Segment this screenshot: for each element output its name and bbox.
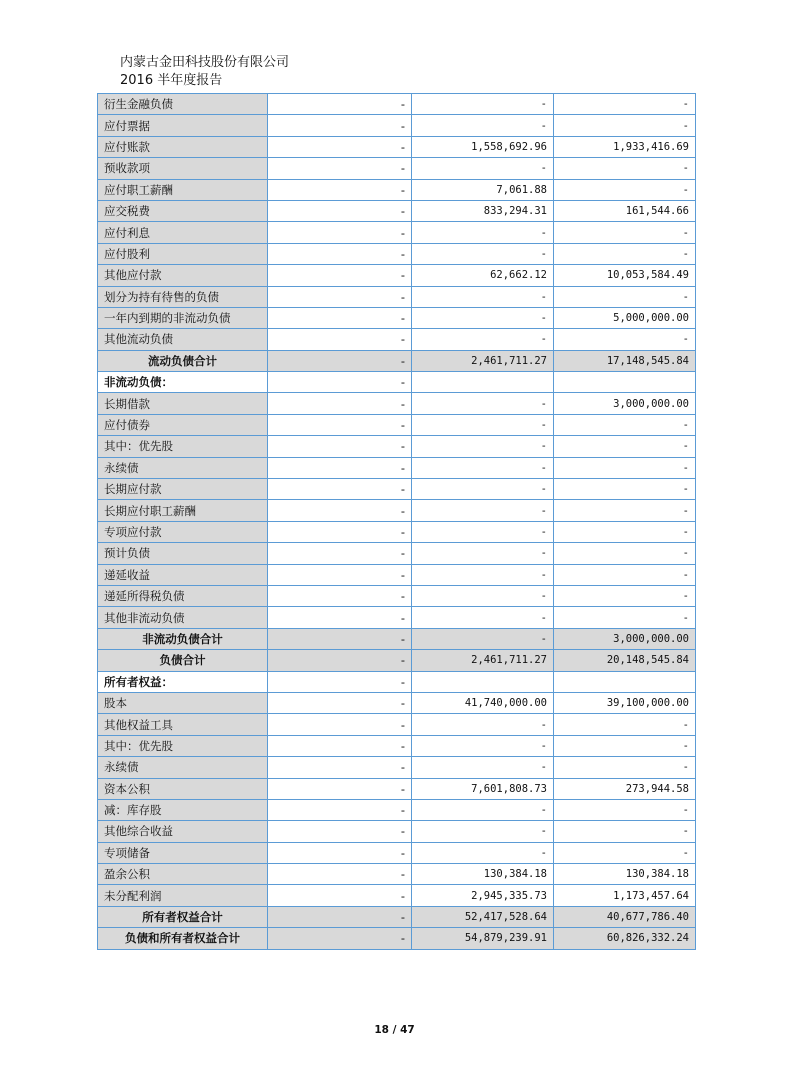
row-note: - [268,265,412,286]
row-current-value: - [412,821,554,842]
row-label: 非流动负债： [98,372,268,393]
row-prior-value: 130,384.18 [554,864,696,885]
row-current-value: - [412,393,554,414]
row-prior-value: - [554,436,696,457]
row-note: - [268,521,412,542]
row-note: - [268,457,412,478]
table-row [98,307,696,328]
row-current-value: - [412,500,554,521]
row-prior-value: 1,173,457.64 [554,885,696,906]
row-prior-value: - [554,564,696,585]
table-row [98,521,696,542]
row-note: - [268,906,412,927]
row-current-value: - [412,479,554,500]
row-note: - [268,479,412,500]
row-current-value: - [412,307,554,328]
row-note: - [268,286,412,307]
row-label: 长期应付职工薪酬 [98,500,268,521]
row-current-value: - [412,543,554,564]
row-current-value: - [412,735,554,756]
row-prior-value: - [554,243,696,264]
row-note: - [268,307,412,328]
row-prior-value: - [554,94,696,115]
row-prior-value: - [554,479,696,500]
row-current-value: 41,740,000.00 [412,692,554,713]
table-row [98,500,696,521]
row-current-value: 54,879,239.91 [412,928,554,949]
row-note: - [268,842,412,863]
row-current-value: - [412,115,554,136]
row-label: 应付利息 [98,222,268,243]
row-label: 永续债 [98,757,268,778]
row-label: 预收款项 [98,158,268,179]
row-prior-value: - [554,714,696,735]
row-prior-value: 39,100,000.00 [554,692,696,713]
row-label: 应付票据 [98,115,268,136]
row-prior-value: 60,826,332.24 [554,928,696,949]
row-current-value: 7,061.88 [412,179,554,200]
table-row [98,286,696,307]
table-row [98,692,696,713]
table-row [98,243,696,264]
table-row [98,158,696,179]
row-prior-value: - [554,329,696,350]
row-note: - [268,393,412,414]
row-label: 股本 [98,692,268,713]
row-prior-value: 5,000,000.00 [554,307,696,328]
row-note: - [268,864,412,885]
row-current-value: - [412,799,554,820]
row-label: 一年内到期的非流动负债 [98,307,268,328]
table-row [98,393,696,414]
table-row [98,650,696,671]
row-current-value: - [412,94,554,115]
row-current-value [412,372,554,393]
row-current-value: - [412,457,554,478]
row-current-value: 62,662.12 [412,265,554,286]
row-prior-value: 1,933,416.69 [554,136,696,157]
row-prior-value: - [554,521,696,542]
row-current-value: 2,461,711.27 [412,350,554,371]
row-prior-value: - [554,222,696,243]
row-prior-value: - [554,286,696,307]
row-note: - [268,821,412,842]
table-row [98,372,696,393]
row-label: 长期借款 [98,393,268,414]
row-label: 负债合计 [98,650,268,671]
row-current-value: - [412,842,554,863]
row-label: 负债和所有者权益合计 [98,928,268,949]
row-prior-value: - [554,457,696,478]
row-prior-value: - [554,179,696,200]
table-row [98,414,696,435]
row-prior-value: - [554,414,696,435]
row-note: - [268,928,412,949]
balance-sheet-body [98,94,696,950]
row-prior-value: 17,148,545.84 [554,350,696,371]
table-row [98,200,696,221]
row-prior-value: - [554,543,696,564]
page-header [120,54,289,90]
row-current-value: - [412,564,554,585]
row-label: 其他权益工具 [98,714,268,735]
row-current-value [412,671,554,692]
table-row [98,94,696,115]
table-row [98,628,696,649]
row-note: - [268,158,412,179]
row-label: 递延收益 [98,564,268,585]
row-label: 其他应付款 [98,265,268,286]
row-note: - [268,94,412,115]
row-current-value: 130,384.18 [412,864,554,885]
table-row [98,329,696,350]
row-note: - [268,414,412,435]
row-prior-value: - [554,799,696,820]
table-row [98,671,696,692]
row-current-value: - [412,757,554,778]
row-note: - [268,436,412,457]
row-prior-value: - [554,500,696,521]
row-note: - [268,778,412,799]
row-prior-value: 40,677,786.40 [554,906,696,927]
table-row [98,179,696,200]
table-row [98,564,696,585]
table-row [98,222,696,243]
row-current-value: - [412,628,554,649]
row-current-value: - [412,521,554,542]
row-label: 其他综合收益 [98,821,268,842]
row-label: 应付职工薪酬 [98,179,268,200]
row-current-value: - [412,243,554,264]
table-row [98,821,696,842]
row-note: - [268,692,412,713]
row-current-value: - [412,158,554,179]
table-row [98,906,696,927]
row-label: 其他流动负债 [98,329,268,350]
table-row [98,115,696,136]
table-row [98,136,696,157]
table-row [98,928,696,949]
row-prior-value: - [554,757,696,778]
row-prior-value [554,372,696,393]
row-label: 未分配利润 [98,885,268,906]
row-label: 其他非流动负债 [98,607,268,628]
row-label: 衍生金融负债 [98,94,268,115]
row-prior-value: - [554,821,696,842]
row-prior-value: - [554,158,696,179]
table-row [98,457,696,478]
row-prior-value: - [554,585,696,606]
table-row [98,842,696,863]
row-label: 所有者权益合计 [98,906,268,927]
row-prior-value: - [554,607,696,628]
row-current-value: - [412,585,554,606]
row-label: 非流动负债合计 [98,628,268,649]
table-row [98,757,696,778]
row-current-value: 1,558,692.96 [412,136,554,157]
row-current-value: - [412,286,554,307]
row-label: 划分为持有待售的负债 [98,286,268,307]
row-prior-value: 10,053,584.49 [554,265,696,286]
row-label: 所有者权益： [98,671,268,692]
row-label: 资本公积 [98,778,268,799]
page-number: 18 / 47 [374,1024,415,1036]
row-note: - [268,372,412,393]
row-note: - [268,671,412,692]
row-label: 长期应付款 [98,479,268,500]
table-row [98,799,696,820]
row-note: - [268,543,412,564]
row-label: 其中：优先股 [98,436,268,457]
row-note: - [268,799,412,820]
row-prior-value: 3,000,000.00 [554,628,696,649]
row-note: - [268,222,412,243]
row-note: - [268,329,412,350]
table-row [98,714,696,735]
row-note: - [268,179,412,200]
row-prior-value [554,671,696,692]
table-row [98,778,696,799]
row-label: 专项储备 [98,842,268,863]
row-current-value: 52,417,528.64 [412,906,554,927]
row-note: - [268,650,412,671]
row-note: - [268,115,412,136]
row-current-value: - [412,714,554,735]
row-current-value: 833,294.31 [412,200,554,221]
row-note: - [268,607,412,628]
row-current-value: - [412,436,554,457]
row-label: 应付债券 [98,414,268,435]
row-note: - [268,500,412,521]
row-note: - [268,885,412,906]
row-current-value: 2,461,711.27 [412,650,554,671]
row-label: 应交税费 [98,200,268,221]
row-prior-value: - [554,115,696,136]
table-row [98,607,696,628]
row-label: 流动负债合计 [98,350,268,371]
row-note: - [268,735,412,756]
row-prior-value: 273,944.58 [554,778,696,799]
report-title: 2016 半年度报告 [120,73,223,88]
row-note: - [268,350,412,371]
row-label: 预计负债 [98,543,268,564]
row-current-value: 7,601,808.73 [412,778,554,799]
row-current-value: - [412,329,554,350]
table-row [98,585,696,606]
row-note: - [268,714,412,735]
row-note: - [268,136,412,157]
row-label: 应付账款 [98,136,268,157]
row-prior-value: 20,148,545.84 [554,650,696,671]
row-prior-value: - [554,842,696,863]
table-row [98,350,696,371]
row-current-value: - [412,607,554,628]
row-current-value: 2,945,335.73 [412,885,554,906]
row-label: 减：库存股 [98,799,268,820]
row-current-value: - [412,222,554,243]
table-row [98,864,696,885]
row-prior-value: 3,000,000.00 [554,393,696,414]
row-label: 永续债 [98,457,268,478]
balance-sheet-table [97,93,696,950]
company-name: 内蒙古金田科技股份有限公司 [120,55,290,70]
row-note: - [268,757,412,778]
table-row [98,735,696,756]
row-label: 盈余公积 [98,864,268,885]
row-note: - [268,243,412,264]
table-row [98,479,696,500]
row-prior-value: - [554,735,696,756]
row-note: - [268,200,412,221]
row-note: - [268,564,412,585]
table-row [98,436,696,457]
table-row [98,885,696,906]
row-note: - [268,628,412,649]
table-row [98,265,696,286]
row-current-value: - [412,414,554,435]
row-label: 应付股利 [98,243,268,264]
row-label: 递延所得税负债 [98,585,268,606]
table-row [98,543,696,564]
row-note: - [268,585,412,606]
row-label: 专项应付款 [98,521,268,542]
row-prior-value: 161,544.66 [554,200,696,221]
row-label: 其中：优先股 [98,735,268,756]
